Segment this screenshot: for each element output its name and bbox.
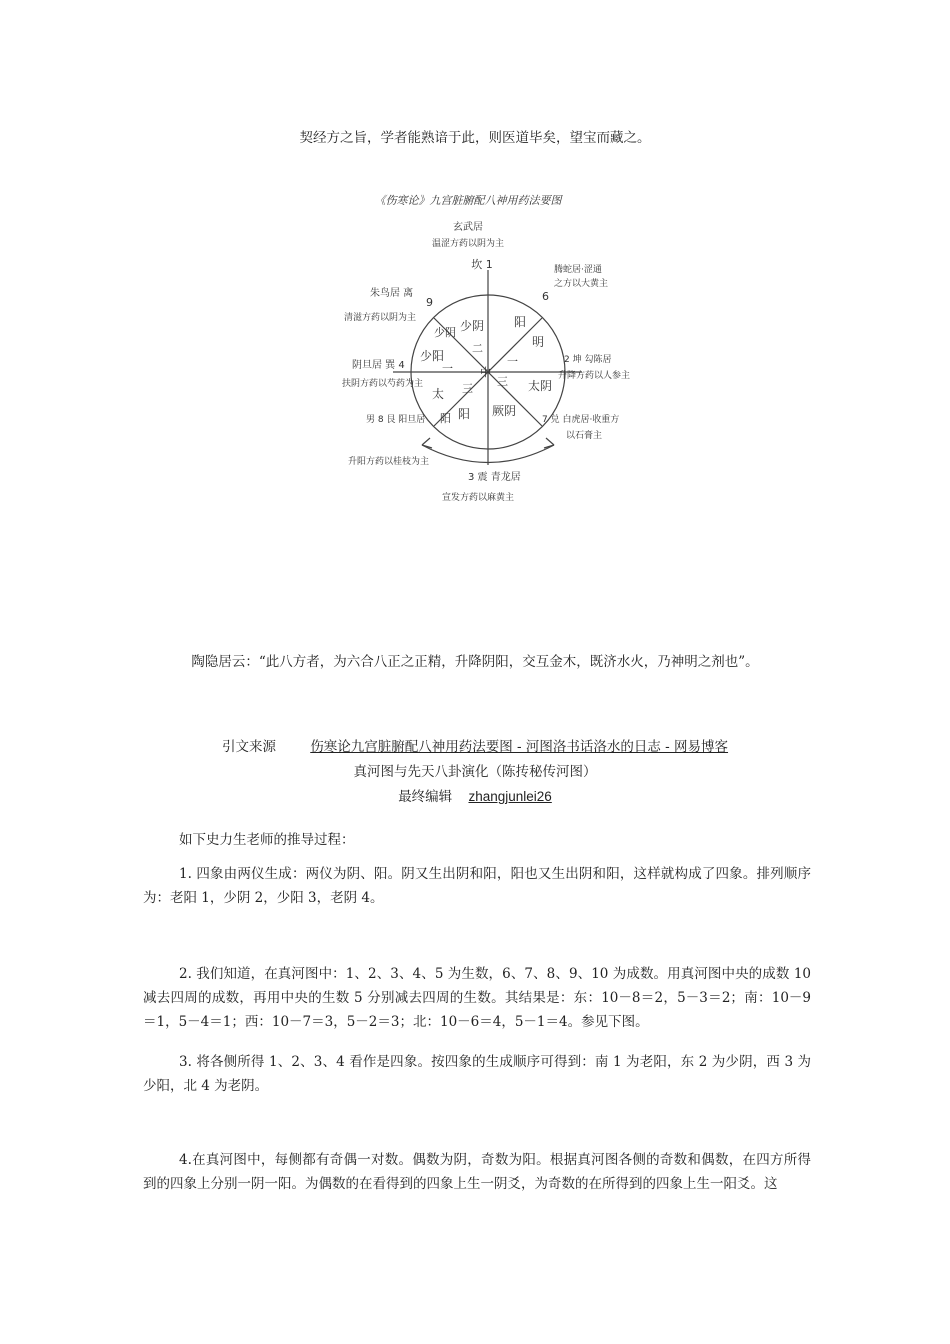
paragraph-text: 4.在真河图中，每侧都有奇偶一对数。偶数为阴，奇数为阳。根据真河图各侧的奇数和偶数，在四方所得到的四象上分别一阴一阳。为偶数的在看得到的四象上生一阴爻，为奇数的在所得到的四象上生一阳爻。这	[143, 1152, 811, 1192]
diagram-s-sub: 宣发方药以麻黄主	[442, 493, 515, 503]
paragraph-text: 2. 我们知道，在真河图中：1、2、3、4、5 为生数，6、7、8、9、10 为成数。用真河图中央的成数 10 减去四周的成数，再用中央的生数 5 分别减去四周的生数。其结果是：东：10－8＝2，5－3＝2；南：10－9＝1，5－4＝1；西：10－7＝3，5－2＝3；北：10－6＝4，5－1＝4。参见下图。	[143, 966, 811, 1030]
top-text-line: 契经方之旨，学者能熟谙于此，则医道毕矣，望宝而藏之。	[299, 130, 651, 146]
diagram-ne-label: 腾蛇居·涩通	[554, 265, 602, 275]
diagram-e-label: 2 坤 勾陈居	[564, 355, 612, 365]
source-link[interactable]: 伤寒论九宫脏腑配八神用药法要图 - 河图洛书话洛水的日志 - 网易博客	[310, 739, 729, 755]
inner-label: 阳	[440, 412, 451, 425]
diagram-nw-sub: 清滋方药以阴为主	[344, 313, 417, 323]
inner-label: 太阴	[528, 379, 553, 393]
diagram-ne-num: 6	[542, 290, 549, 303]
inner-label: 厥阴	[492, 404, 517, 418]
diagram-se-sub: 以石膏主	[566, 431, 603, 441]
diagram-north-label: 玄武居	[453, 222, 483, 233]
quote-line: 陶隐居云：“此八方者，为六合八正之正精，升降阴阳，交互金木，既济水火，乃神明之剂也”。	[191, 654, 759, 670]
paragraph-4	[143, 1148, 811, 1196]
diagram-north-sub: 温涩方药以阴为主	[431, 239, 505, 249]
inner-label: 三	[462, 382, 473, 395]
diagram-e-sub: 升降方药以人参主	[558, 371, 631, 381]
inner-label: 少阳	[420, 349, 445, 363]
diagram-w-sub: 扶阴方药以芍药为主	[342, 379, 424, 389]
diagram-nw-num: 9	[426, 296, 433, 309]
editor-label: 最终编辑	[398, 789, 453, 805]
diagram-title: 《伤寒论》九宫脏腑配八神用药法要图	[374, 194, 562, 207]
diagram-nw-label: 朱鸟居 离	[370, 288, 414, 299]
inner-label: 阳	[458, 407, 471, 421]
editor-line	[0, 787, 950, 807]
inner-label: 一	[507, 355, 518, 368]
paragraph-3	[143, 1050, 811, 1098]
inner-label: 中	[480, 366, 491, 379]
source-label: 引文来源	[221, 739, 276, 755]
inner-label: 少阴	[434, 326, 456, 339]
inner-label: 二	[472, 342, 483, 355]
inner-label: 阳	[514, 315, 527, 329]
inner-label: 少阴	[460, 319, 485, 333]
diagram-se-label: 7 兑 白虎居·收重方	[542, 415, 620, 425]
paragraph-text: 1. 四象由两仪生成：两仪为阴、阳。阴又生出阴和阳，阳也又生出阴和阳，这样就构成了四象。排列顺序为：老阳 1，少阴 2，少阳 3，老阴 4。	[143, 866, 811, 906]
inner-label: 三	[497, 375, 508, 388]
inner-label: 太	[432, 387, 445, 401]
inner-label: 明	[532, 335, 545, 349]
paragraph-2	[143, 962, 811, 1034]
diagram-s-label: 3 震 青龙居	[468, 472, 521, 483]
paragraph-1	[143, 862, 811, 910]
inner-label: 一	[442, 362, 453, 375]
intro-line: 如下史力生老师的推导过程：	[179, 832, 355, 848]
nine-palace-diagram	[292, 160, 644, 520]
diagram-sw-label: 男 8 艮 阳旦居	[366, 415, 426, 425]
diagram-w-label: 阴旦居 巽 4	[352, 360, 405, 371]
editor-link[interactable]: zhangjunlei26	[468, 789, 552, 804]
paragraph-text: 3. 将各侧所得 1、2、3、4 看作是四象。按四象的生成顺序可得到：南 1 为老阳，东 2 为少阴，西 3 为少阳，北 4 为老阴。	[143, 1054, 811, 1094]
diagram-sw-sub: 升阳方药以桂枝为主	[348, 457, 430, 467]
source-line	[0, 737, 950, 757]
diagram-ne-sub: 之方以大黄主	[554, 279, 609, 289]
subtitle: 真河图与先天八卦演化（陈抟秘传河图）	[353, 764, 597, 780]
diagram-top-glyph: 坎 1	[471, 258, 493, 271]
